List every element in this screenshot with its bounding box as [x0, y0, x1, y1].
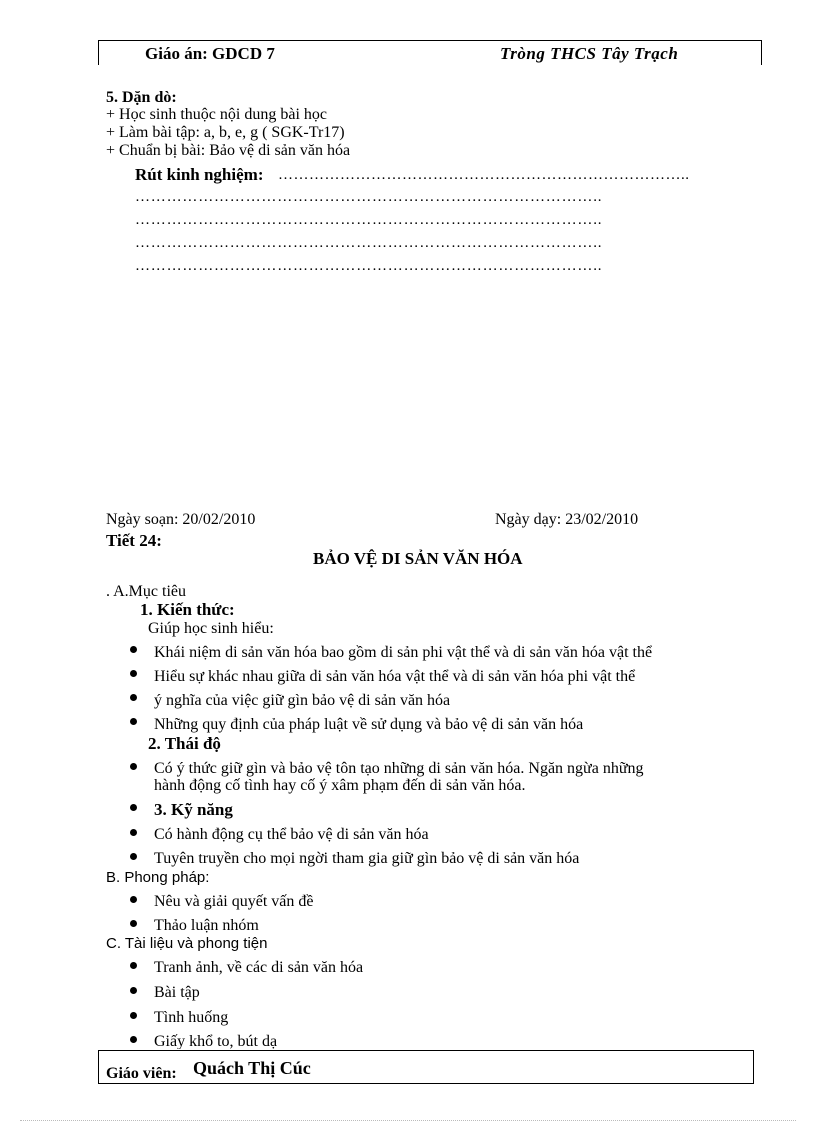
- bullet-icon: [130, 962, 137, 969]
- material-item-4: Giấy khổ to, bút dạ: [154, 1033, 278, 1049]
- bullet-icon: [130, 646, 137, 653]
- experience-dots-1: ……………………………………………………………………………..: [135, 189, 603, 205]
- bullet-icon: [130, 829, 137, 836]
- lesson-title: BẢO VỆ DI SẢN VĂN HÓA: [313, 549, 523, 568]
- homework-line-2: + Làm bài tập: a, b, e, g ( SGK-Tr17): [106, 124, 345, 141]
- bullet-icon: [130, 763, 137, 770]
- skills-item-1: Có hành động cụ thể bảo vệ di sản văn hóa: [154, 826, 429, 843]
- section-b-heading: B. Phong pháp:: [106, 869, 210, 886]
- homework-line-1: + Học sinh thuộc nội dung bài học: [106, 106, 327, 123]
- footer-teacher-label: Giáo viên:: [106, 1065, 177, 1082]
- experience-dots-0: ……………………………………………………………………..: [278, 167, 690, 183]
- bullet-icon: [130, 804, 137, 811]
- knowledge-item-4: Những quy định của pháp luật về sử dụng và bảo vệ di sản văn hóa: [154, 716, 584, 733]
- experience-dots-4: ……………………………………………………………………………..: [135, 258, 603, 274]
- knowledge-intro: Giúp học sinh hiểu:: [148, 620, 274, 637]
- experience-dots-2: ……………………………………………………………………………..: [135, 212, 603, 228]
- method-item-1: Nêu và giải quyết vấn đề: [154, 893, 314, 910]
- section-a-heading: . A.Mục tiêu: [106, 583, 186, 600]
- homework-line-3: + Chuẩn bị bài: Bảo vệ di sản văn hóa: [106, 142, 351, 159]
- period-number: Tiết 24:: [106, 531, 162, 550]
- knowledge-item-3: ý nghĩa của việc giữ gìn bảo vệ di sản văn hóa: [154, 692, 451, 709]
- date-prepared: Ngày soạn: 20/02/2010: [106, 511, 256, 528]
- footer-teacher-name: Quách Thị Cúc: [193, 1058, 311, 1078]
- bullet-icon: [130, 896, 137, 903]
- section-c-heading: C. Tài liệu và phong tiện: [106, 935, 268, 952]
- attitude-title: 2. Thái độ: [148, 734, 221, 753]
- material-item-3: Tình huống: [154, 1009, 229, 1026]
- knowledge-title: 1. Kiến thức:: [140, 600, 235, 619]
- header-school: Tròng THCS Tây Trạch: [500, 44, 679, 63]
- homework-title: 5. Dặn dò:: [106, 89, 177, 106]
- bullet-icon: [130, 987, 137, 994]
- knowledge-item-2: Hiểu sự khác nhau giữa di sản văn hóa vật thể và di sản văn hóa phi vật thể: [154, 668, 636, 685]
- attitude-line-2: hành động cố tình hay cố ý xâm phạm đến di sản văn hóa.: [154, 777, 526, 794]
- knowledge-item-1: Khái niệm di sản văn hóa bao gồm di sản phi vật thể và di sản văn hóa vật thể: [154, 644, 653, 661]
- skills-item-2: Tuyên truyền cho mọi ngời tham gia giữ gìn bảo vệ di sản văn hóa: [154, 850, 580, 867]
- bullet-icon: [130, 694, 137, 701]
- material-item-1: Tranh ảnh, về các di sản văn hóa: [154, 959, 364, 976]
- attitude-line-1: Có ý thức giữ gìn và bảo vệ tôn tạo những di sản văn hóa. Ngăn ngừa những: [154, 760, 644, 777]
- skills-title: 3. Kỹ năng: [154, 800, 233, 819]
- bullet-icon: [130, 920, 137, 927]
- experience-dots-3: ……………………………………………………………………………..: [135, 235, 603, 251]
- bullet-icon: [130, 853, 137, 860]
- header-subject: Giáo án: GDCD 7: [145, 44, 275, 63]
- date-taught: Ngày dạy: 23/02/2010: [495, 511, 639, 528]
- bullet-icon: [130, 718, 137, 725]
- bullet-icon: [130, 670, 137, 677]
- material-item-2: Bài tập: [154, 984, 200, 1001]
- page-bottom-divider: [20, 1120, 796, 1121]
- bullet-icon: [130, 1036, 137, 1043]
- experience-label: Rút kinh nghiệm:: [135, 165, 264, 184]
- method-item-2: Thảo luận nhóm: [154, 917, 259, 934]
- bullet-icon: [130, 1012, 137, 1019]
